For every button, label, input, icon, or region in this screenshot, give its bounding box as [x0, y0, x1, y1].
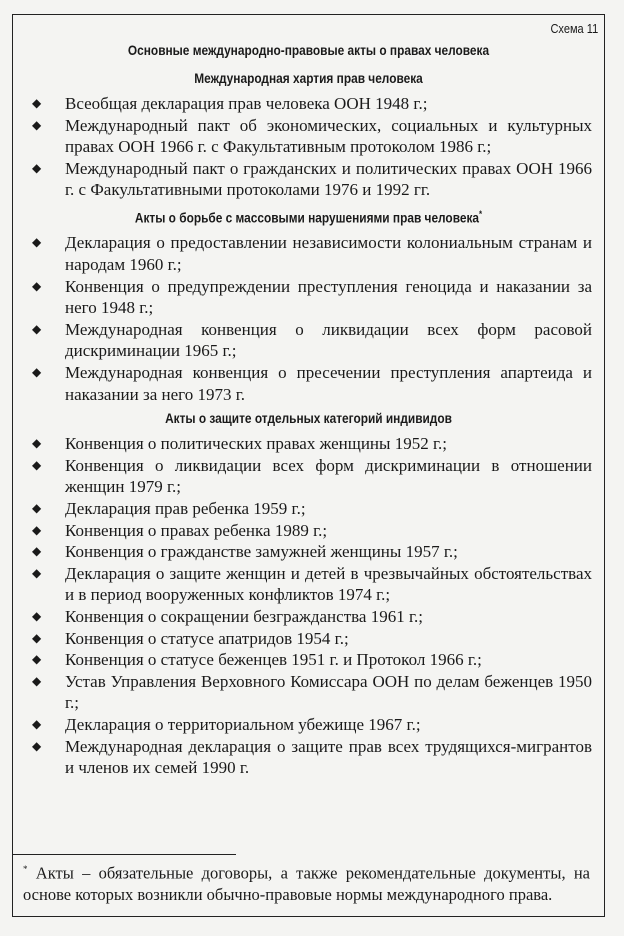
list-item-text: Конвенция о предупреждении преступления геноцида и наказании за него 1948 г.; — [65, 276, 592, 318]
act-list — [13, 232, 604, 405]
list-item-text: Декларация о защите женщин и детей в чрезвычайных обстоятельствах и в период вооруженных конфликтов 1974 г.; — [65, 563, 592, 605]
list-item-text: Устав Управления Верховного Комиссара ООН по делам беженцев 1950 г.; — [65, 671, 592, 713]
section-heading — [48, 68, 568, 89]
diamond-bullet-icon: ◆ — [32, 160, 42, 175]
diamond-bullet-icon: ◆ — [32, 652, 42, 667]
list-item — [32, 232, 592, 275]
list-item-text: Международный пакт о гражданских и политических правах ООН 1966 г. с Факультативными протоколами 1976 и 1992 гг. — [65, 158, 592, 200]
list-item-text: Международный пакт об экономических, социальных и культурных правах ООН 1966 г. с Факультативным протоколом 1986 г.; — [65, 115, 592, 157]
list-item — [32, 714, 592, 736]
list-item — [32, 606, 592, 628]
section-heading-text: Международная хартия прав человека — [194, 71, 423, 86]
list-item-text: Конвенция о сокращении безгражданства 1961 г.; — [65, 606, 424, 626]
list-item — [32, 158, 592, 201]
diamond-bullet-icon: ◆ — [32, 522, 42, 537]
list-item-text: Декларация прав ребенка 1959 г.; — [65, 499, 306, 518]
scheme-label: Схема 11 — [550, 21, 598, 36]
list-item — [32, 455, 592, 498]
diamond-bullet-icon: ◆ — [32, 457, 42, 472]
list-item — [32, 671, 592, 714]
list-item-text: Конвенция о ликвидации всех форм дискриминации в отношении женщин 1979 г.; — [65, 455, 592, 497]
footnote-divider — [13, 854, 236, 855]
diamond-bullet-icon: ◆ — [32, 673, 42, 688]
list-item — [32, 628, 592, 650]
list-item — [32, 498, 592, 520]
diamond-bullet-icon: ◆ — [32, 365, 42, 380]
diamond-bullet-icon: ◆ — [32, 501, 42, 515]
list-item — [32, 115, 592, 158]
list-item-text: Международная конвенция о пресечении преступления апартеида и наказании за него 1973 г. — [65, 363, 592, 404]
list-item-text: Декларация о территориальном убежище 1967 г.; — [65, 714, 421, 734]
list-item-text: Конвенция о статусе апатридов 1954 г.; — [65, 628, 349, 648]
list-item — [32, 563, 592, 606]
diamond-bullet-icon: ◆ — [32, 630, 42, 645]
list-item — [32, 736, 592, 779]
list-item — [32, 433, 592, 455]
footnote-marker: * — [23, 864, 28, 874]
act-list — [13, 93, 604, 201]
diamond-bullet-icon: ◆ — [32, 738, 42, 753]
list-item-text: Конвенция о статусе беженцев 1951 г. и Протокол 1966 г.; — [65, 650, 482, 670]
list-item — [32, 93, 592, 115]
diamond-bullet-icon: ◆ — [32, 321, 42, 336]
diamond-bullet-icon: ◆ — [32, 235, 42, 250]
list-item-text: Конвенция о гражданстве замужней женщины 1957 г.; — [65, 542, 458, 562]
list-item-text: Конвенция о политических правах женщины 1952 г.; — [65, 434, 447, 454]
section-heading-text: Акты о борьбе с массовыми нарушениями прав человека — [134, 210, 480, 226]
diamond-bullet-icon: ◆ — [32, 608, 42, 623]
act-list — [13, 433, 604, 779]
list-item — [32, 649, 592, 671]
list-item-text: Декларация о предоставлении независимости колониальным странам и народам 1960 г.; — [65, 233, 592, 275]
diamond-bullet-icon: ◆ — [32, 278, 42, 293]
list-item-text: Всеобщая декларация прав человека ООН 1948 г.; — [65, 94, 428, 113]
sections — [13, 65, 604, 779]
list-item — [32, 319, 592, 362]
document-title: Основные международно-правовые акты о правах человека — [127, 43, 490, 58]
section-heading-text: Акты о защите отдельных категорий индивидов — [165, 411, 452, 427]
list-item — [32, 276, 592, 319]
list-item-text: Международная конвенция о ликвидации всех форм расовой дискриминации 1965 г.; — [65, 319, 592, 361]
list-item — [32, 520, 592, 542]
diamond-bullet-icon: ◆ — [32, 544, 42, 559]
list-item-text: Конвенция о правах ребенка 1989 г.; — [65, 520, 328, 540]
diamond-bullet-icon: ◆ — [32, 117, 42, 132]
section-heading — [48, 204, 568, 229]
diamond-bullet-icon: ◆ — [32, 716, 42, 731]
scheme-box — [12, 14, 605, 917]
list-item — [32, 541, 592, 563]
list-item — [32, 362, 592, 405]
footnote-text: Акты – обязательные договоры, а также рекомендательные документы, на основе которых возникли обычно-правовые нормы международного права. — [23, 863, 590, 904]
diamond-bullet-icon: ◆ — [32, 436, 42, 451]
footnote — [23, 859, 590, 905]
diamond-bullet-icon: ◆ — [32, 96, 42, 110]
diamond-bullet-icon: ◆ — [32, 565, 42, 580]
section-heading — [48, 408, 568, 429]
list-item-text: Международная декларация о защите прав всех трудящихся-мигрантов и членов их семей 1990 г. — [65, 736, 592, 778]
footnote-marker: * — [479, 208, 483, 219]
